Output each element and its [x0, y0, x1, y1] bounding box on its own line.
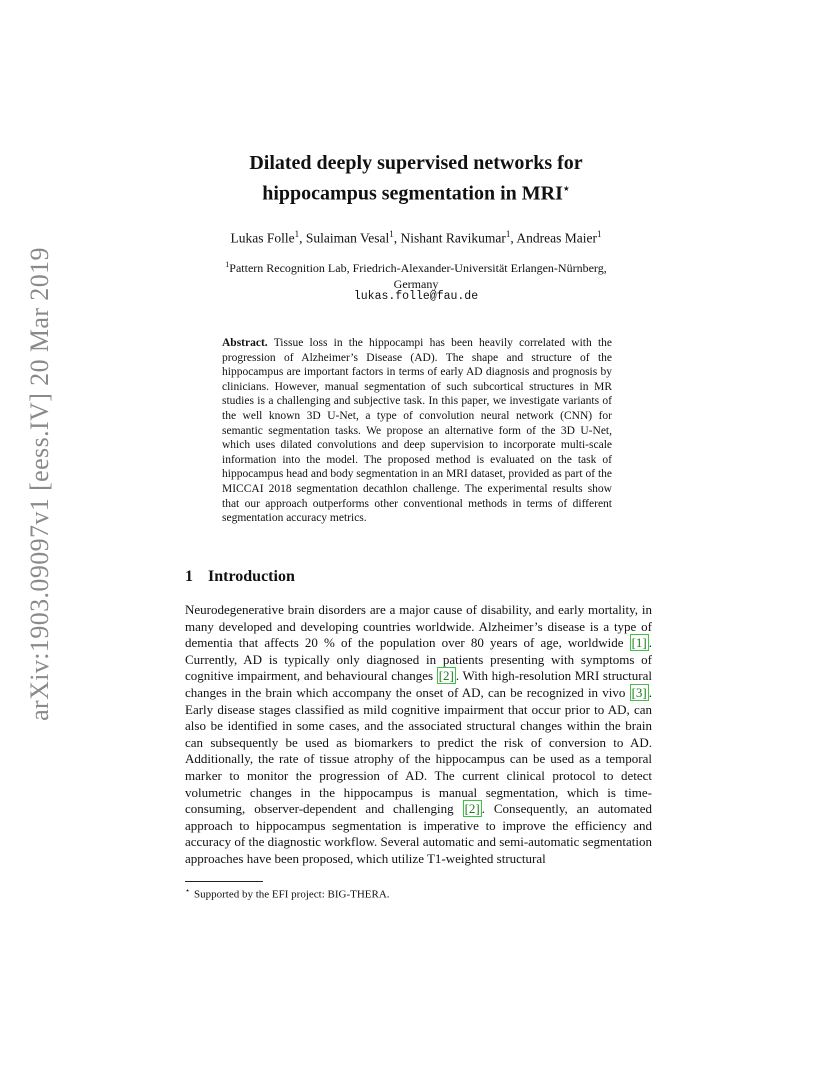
- abstract: [222, 336, 612, 526]
- author-name: Lukas Folle: [230, 230, 295, 246]
- citation-link[interactable]: [3]: [631, 684, 647, 700]
- abstract-label: Abstract.: [222, 337, 268, 349]
- author-affiliation-mark: 1: [596, 229, 602, 239]
- affiliation-text-1: Pattern Recognition Lab, Friedrich-Alexander-Universität Erlangen-Nürnberg,: [229, 261, 607, 275]
- footnote-mark: ⋆: [185, 886, 191, 895]
- intro-text: . Currently, AD is typically only diagnosed in patients presenting with symptoms of cognitive impairment, and behavioural changes: [185, 635, 652, 684]
- title-line-2: [160, 176, 672, 207]
- author-affiliation-mark: 1: [294, 229, 300, 239]
- intro-text: Neurodegenerative brain disorders are a major cause of disability, and early mortality, in many developed and developing countries worldwide. Alzheimer’s disease is a type of dementia that affects 20 % of the population over 80 years of age, worldwide: [185, 602, 652, 651]
- affiliation: [160, 257, 672, 292]
- section-number: 1: [185, 568, 193, 585]
- footnote-divider: [185, 881, 263, 882]
- affiliation-line-2: Germany: [393, 277, 439, 291]
- title-footnote-mark: ⋆: [562, 183, 570, 195]
- title-line-1: Dilated deeply supervised networks for: [249, 152, 583, 174]
- author-affiliation-mark: 1: [389, 229, 394, 239]
- author-list: Lukas Folle$^1$, Sulaiman Vesal$^1$, Nishant Ravikumar$^1$, Andreas Maier$^1$: [230, 229, 602, 246]
- arxiv-identifier-text: arXiv:1903.09097v1 [eess.IV] 20 Mar 2019: [25, 247, 54, 721]
- citation-link[interactable]: [2]: [438, 668, 454, 684]
- intro-text: . Consequently, an automated approach to hippocampus segmentation is imperative to improve the efficiency and accuracy of the diagnostic workflow. Several automatic and semi-automatic segmentation approaches have been proposed, which utilize T1-weighted structural: [185, 801, 652, 866]
- affiliation-line-1: [160, 257, 672, 276]
- intro-text: . With high-resolution MRI structural changes in the brain which accompany the onset of AD, can be recognized in vivo: [185, 668, 652, 700]
- author-name: Andreas Maier: [516, 230, 597, 246]
- citation-link[interactable]: [2]: [464, 801, 480, 817]
- contact-email[interactable]: lukas.folle@fau.de: [353, 290, 479, 303]
- introduction-paragraph: [185, 602, 652, 868]
- affiliation-mark: 1: [225, 260, 230, 269]
- introduction-body: [185, 602, 652, 868]
- section-title: Introduction: [208, 568, 295, 585]
- citation-link[interactable]: [1]: [631, 635, 647, 651]
- author-name: Sulaiman Vesal: [305, 230, 390, 246]
- section-heading: [185, 568, 295, 586]
- paper-title: [160, 150, 672, 207]
- abstract-text: Tissue loss in the hippocampi has been heavily correlated with the progression of Alzheimer’s Disease (AD). The shape and structure of the hippocampus are important factors in terms of early AD diagnosis and prognosis by clinicians. However, manual segmentation of such subcortical structures in MR studies is a challenging and subjective task. In this paper, we investigate variants of the well known 3D U-Net, a type of convolution neural network (CNN) for semantic segmentation tasks. We propose an alternative form of the 3D U-Net, which uses dilated convolutions and deep supervision to incorporate multi-scale information into the model. The proposed method is evaluated on the task of hippocampus head and body segmentation in an MRI dataset, provided as part of the MICCAI 2018 segmentation decathlon challenge. The experimental results show that our approach outperforms other conventional methods in terms of different segmentation accuracy metrics.: [222, 337, 612, 525]
- author-affiliation-mark: 1: [505, 229, 511, 239]
- author-name: Nishant Ravikumar: [400, 230, 506, 246]
- title-line-2-text: hippocampus segmentation in MRI: [262, 182, 563, 205]
- intro-text: . Early disease stages classified as mild cognitive impairment that occur prior to AD, can also be identified in some cases, and the associated structural changes within the brain can subsequently be used as biomarkers to predict the risk of conversion to AD. Additionally, the rate of tissue atrophy of the hippocampus can be used as a temporal marker to monitor the progression of AD. The current clinical protocol to detect volumetric changes in the hippocampus is manual segmentation, which is time-consuming, observer-dependent and challenging: [185, 684, 652, 817]
- footnote-text: Supported by the EFI project: BIG-THERA.: [194, 888, 390, 901]
- footnote: [185, 886, 390, 901]
